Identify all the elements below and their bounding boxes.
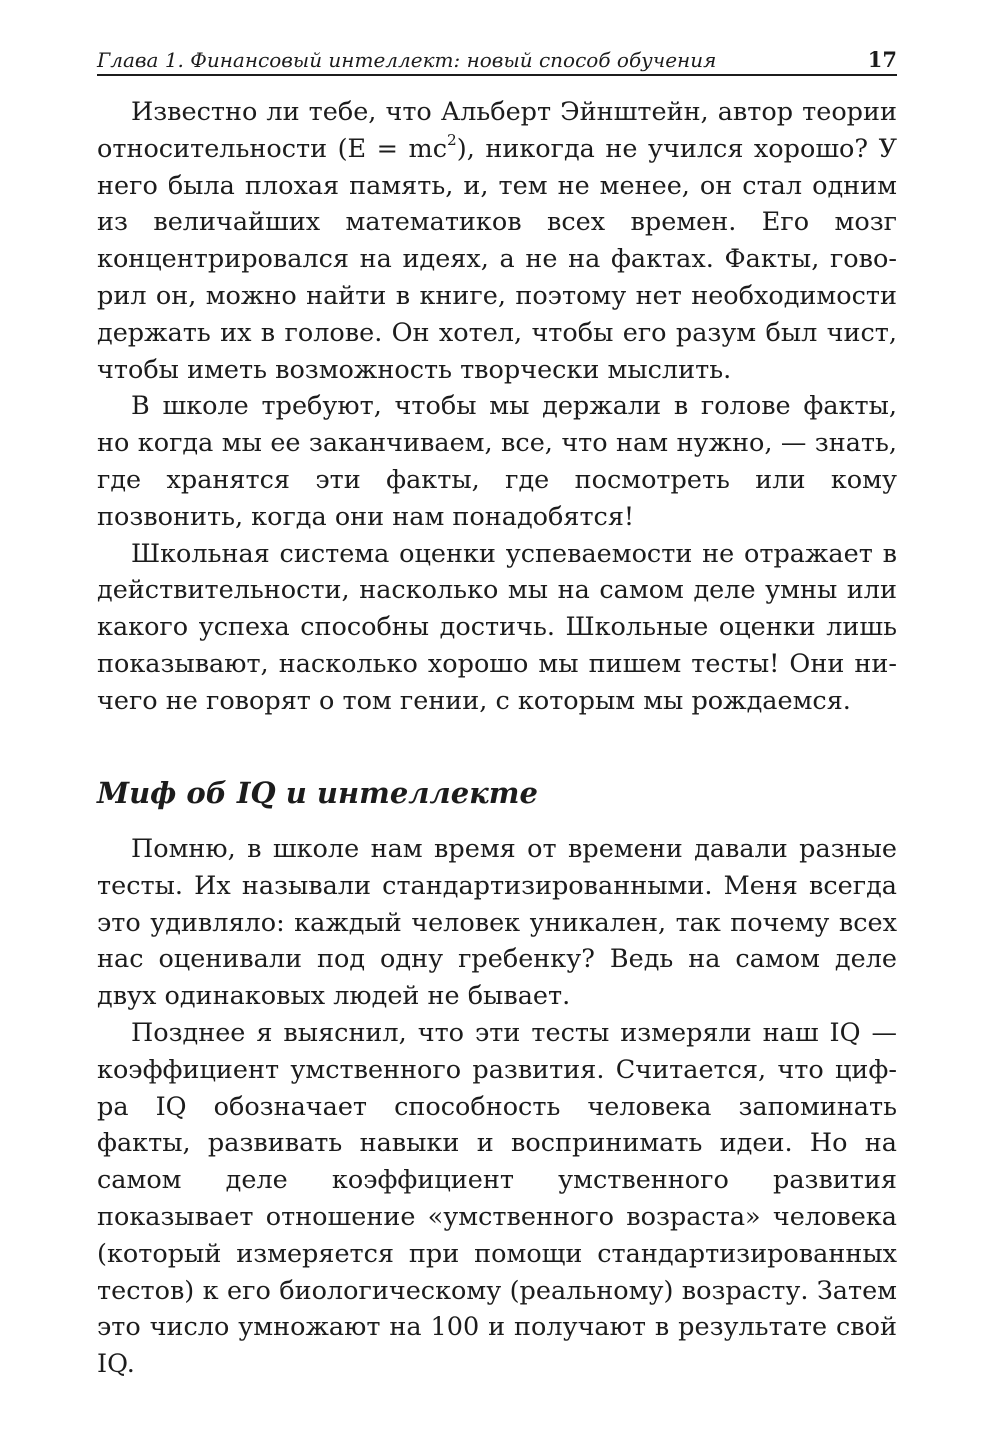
- chapter-title: Глава 1. Финансовый интеллект: новый способ обучения: [97, 48, 717, 72]
- running-header: [97, 46, 897, 76]
- paragraph-school-facts: В школе требуют, чтобы мы держали в голове факты, но когда мы ее заканчиваем, все, что нам нужно, — знать, где хранятся эти факты, где посмотреть или кому позвонить, когда они нам понадобятся!: [97, 391, 897, 532]
- section-heading: Миф об IQ и интеллекте: [97, 776, 538, 810]
- paragraph-grading-system: Школьная система оценки успеваемости не отражает в действительности, насколько мы на самом деле умны или какого успеха способны достичь. Школьные оценки лишь показывают, насколько хорошо мы пишем тесты! Они ничего не говорят о том гении, с которым мы рождаемся.: [97, 538, 897, 716]
- section-text-block: [97, 831, 897, 1383]
- paragraph-iq-definition: Позднее я выяснил, что эти тесты измеряли наш IQ — коэффициент умственного развития. Считается, что цифра IQ обозначает способность человека запоминать факты, развивать навыки и воспринимать идеи. Но на самом деле коэффициент умственного развития показывает отношение «умственного возраста» человека (который измеряется при помощи стандартизированных тестов) к его биологическому (реальному) возрасту. Затем это число умножают на 100 и получают в результате свой IQ.: [97, 1017, 897, 1380]
- paragraph-text: ), никогда не учился хорошо? У него была плохая память, и, тем не менее, он стал одним из величайших математиков всех времен. Его мозг концентрировался на идеях, а не на фактах. Факты, говорил он, можно найти в книге, поэтому нет необходимости держать их в голове. Он хотел, чтобы его разум был чист, чтобы иметь возможность творчески мыслить.: [97, 133, 897, 385]
- intro-text-block: [97, 94, 897, 720]
- paragraph-standardized-tests: Помню, в школе нам время от времени давали разные тесты. Их называли стандартизированными. Меня всегда это удивляло: каждый человек уникален, так почему всех нас оценивали под одну гребенку? Ведь на самом деле двух одинаковых людей не бывает.: [97, 834, 897, 1012]
- paragraph-text: Известно ли тебе, что Альберт Эйнштейн, автор теории относительности (E = mc: [97, 97, 897, 164]
- paragraph-einstein: [97, 94, 897, 388]
- superscript-exponent: 2: [447, 131, 457, 150]
- page-number: 17: [867, 47, 897, 72]
